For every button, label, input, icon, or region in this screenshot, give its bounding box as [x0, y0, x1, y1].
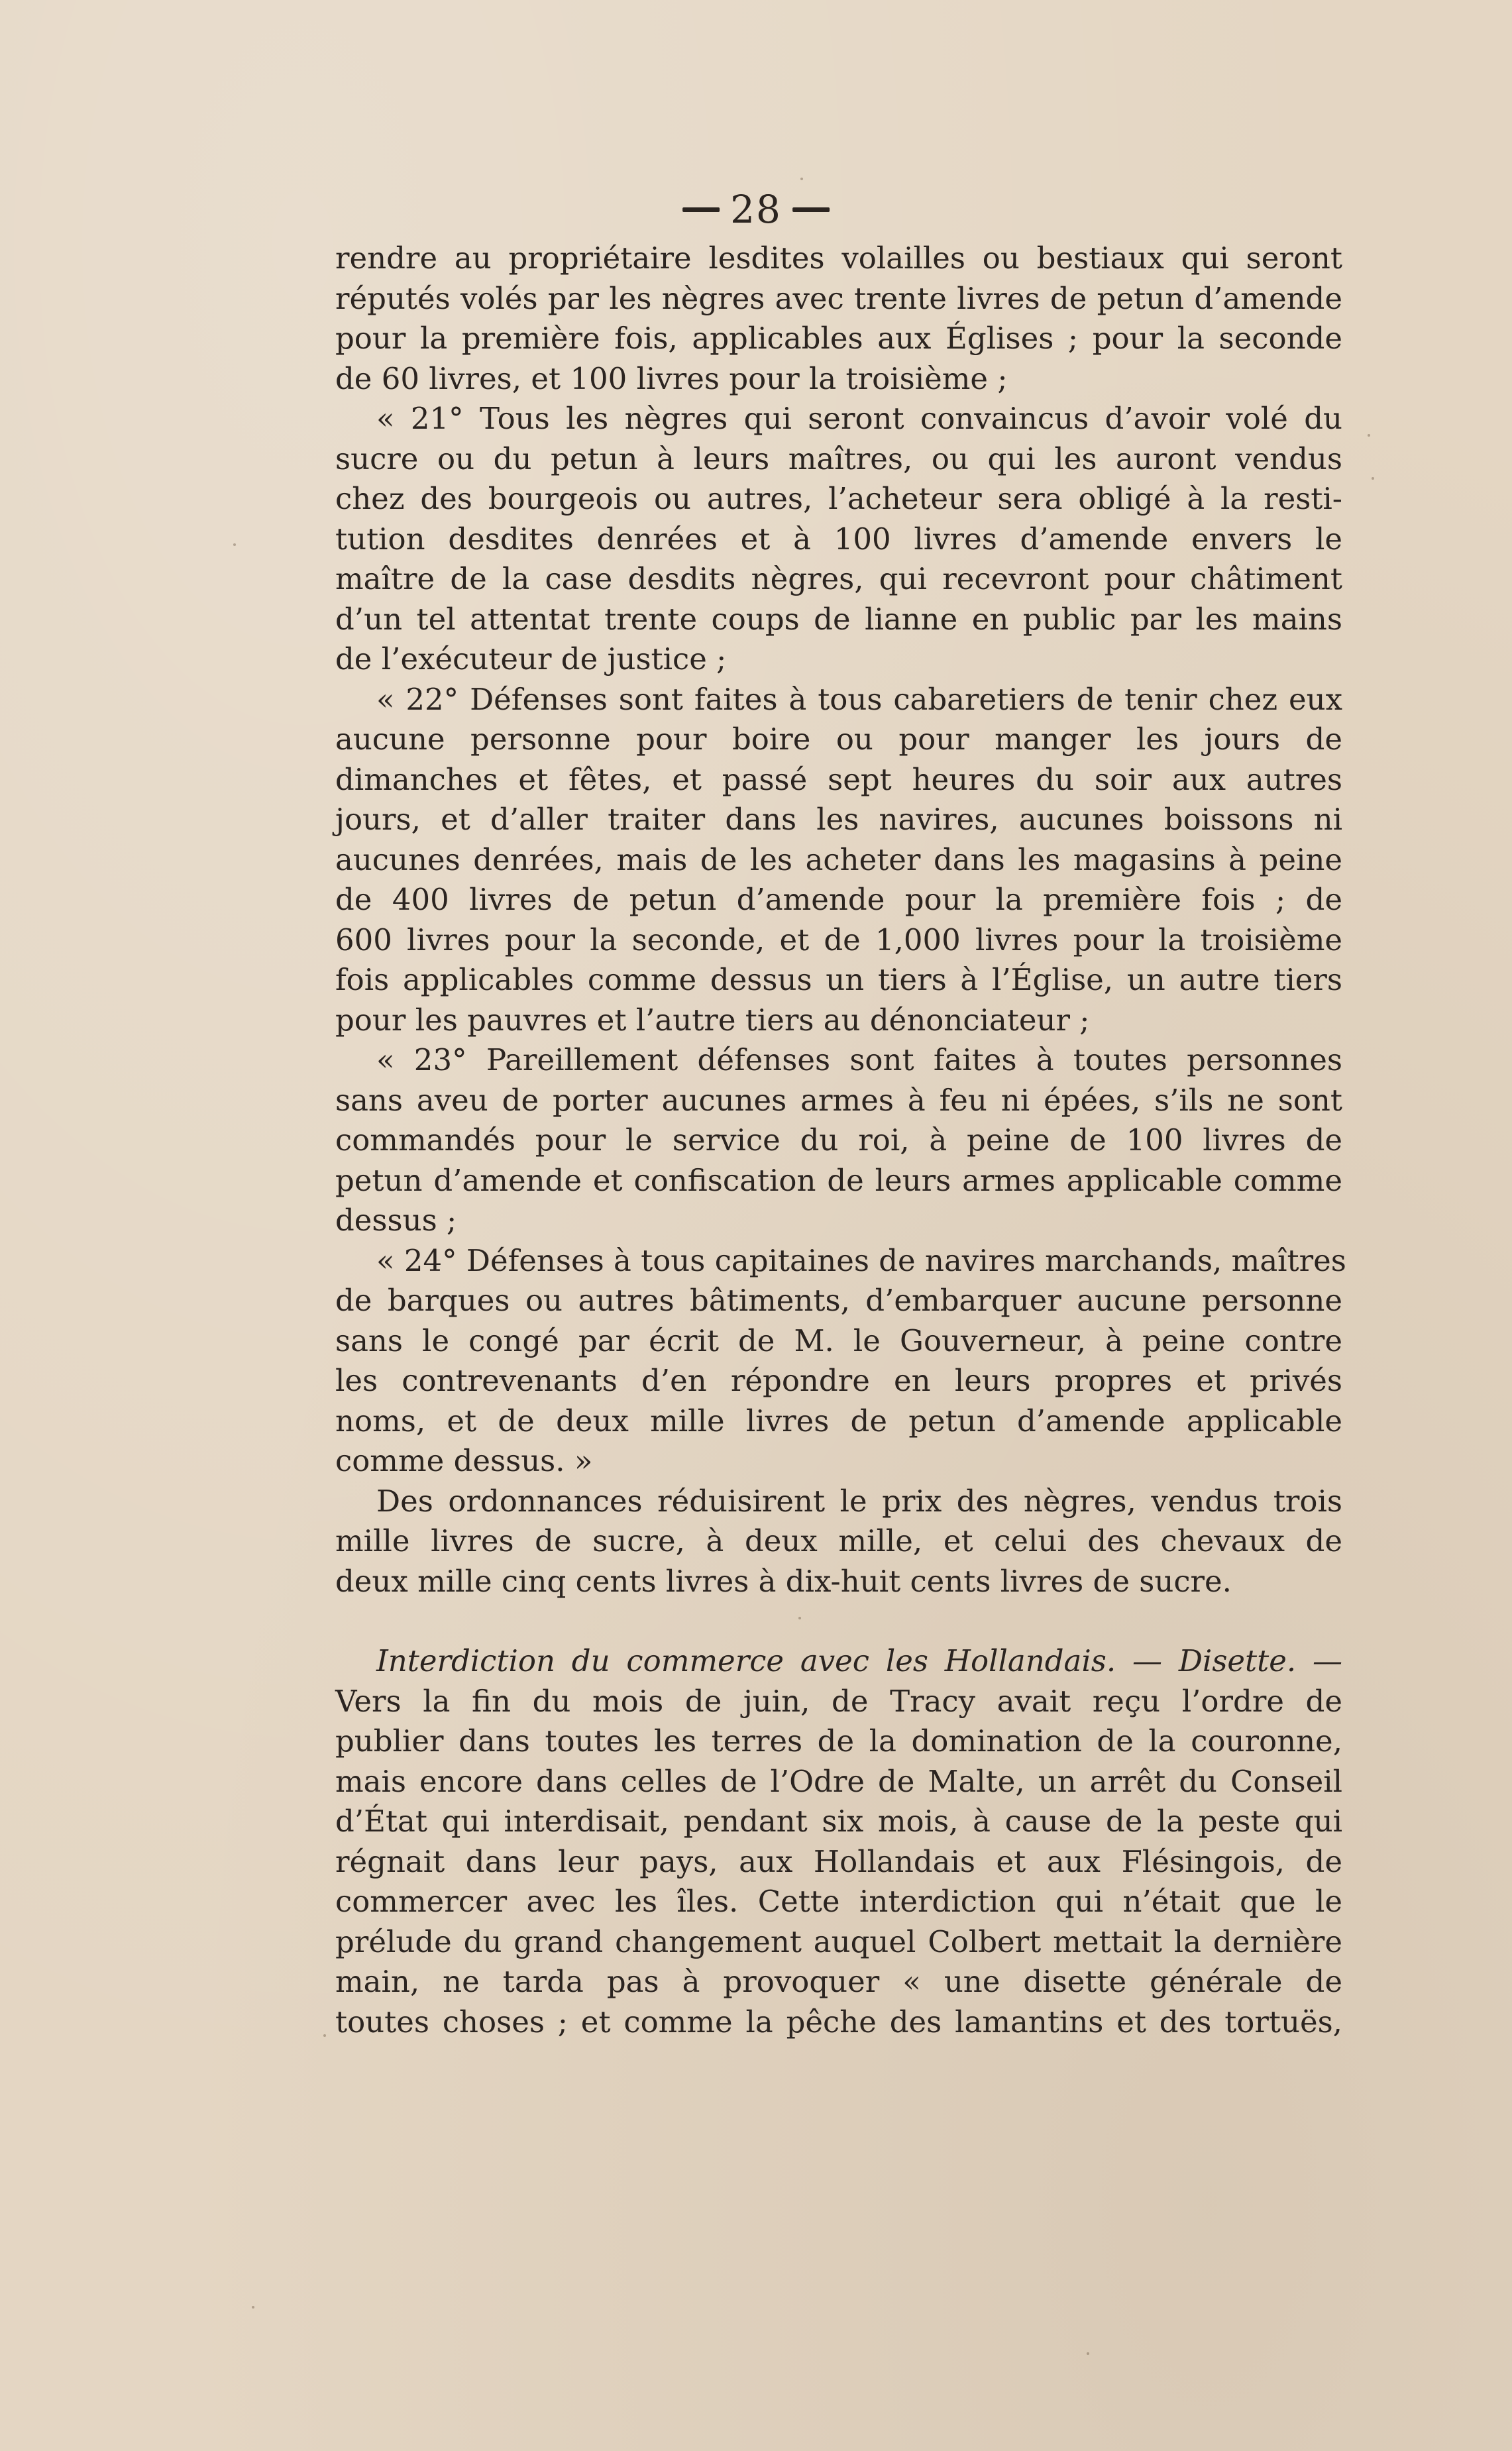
paragraph-article-23 [335, 1040, 1342, 1241]
text-line: main, ne tarda pas à provoquer « une disette générale de [335, 1964, 1342, 1999]
text-line: toutes choses ; et comme la pêche des lamantins et des tortuës, [335, 2004, 1342, 2040]
text-line: de l’exécuteur de justice ; [335, 641, 727, 677]
text-line: tution desdites denrées et à 100 livres d’amende envers le [335, 521, 1342, 557]
text-line: commandés pour le service du roi, à peine de 100 livres de [335, 1122, 1342, 1158]
text-line: pour la première fois, applicables aux Églises ; pour la seconde [335, 321, 1342, 356]
text-line: petun d’amende et confiscation de leurs armes applicable comme [335, 1162, 1342, 1198]
text-line: sans le congé par écrit de M. le Gouverneur, à peine contre [335, 1323, 1342, 1358]
paragraph-continuation [335, 239, 1342, 399]
text-line: de barques ou autres bâtiments, d’embarquer aucune personne [335, 1283, 1342, 1318]
text-line: comme dessus. » [335, 1443, 593, 1478]
paper-speck [800, 178, 803, 180]
text-line: réputés volés par les nègres avec trente livres de petun d’amende [335, 280, 1342, 316]
paragraph-article-24 [335, 1241, 1346, 1482]
text-line: 600 livres pour la seconde, et de 1,000 livres pour la troisième [335, 922, 1342, 957]
text-line: noms, et de deux mille livres de petun d’amende applicable [335, 1403, 1342, 1439]
right-dash [792, 207, 830, 212]
section-heading: Interdiction du commerce avec les Hollandais. — Disette. — [376, 1643, 1342, 1678]
page-number-header [682, 187, 830, 232]
left-dash [682, 207, 720, 212]
text-line: fois applicables comme dessus un tiers à l’Église, un autre tiers [335, 962, 1342, 997]
text-line: « 21° Tous les nègres qui seront convaincus d’avoir volé du [376, 401, 1342, 436]
text-line: « 23° Pareillement défenses sont faites à toutes personnes [376, 1042, 1342, 1077]
text-line: Des ordonnances réduisirent le prix des nègres, vendus trois [376, 1483, 1342, 1519]
text-line: de 400 livres de petun d’amende pour la première fois ; de [335, 882, 1342, 917]
text-line: dessus ; [335, 1203, 457, 1238]
text-line: régnait dans leur pays, aux Hollandais et aux Flésingois, de [335, 1843, 1342, 1879]
text-line: pour les pauvres et l’autre tiers au dénonciateur ; [335, 1002, 1090, 1038]
paper-speck [323, 2034, 326, 2037]
text-line: mille livres de sucre, à deux mille, et celui des chevaux de [335, 1523, 1342, 1558]
text-line: « 24° Défenses à tous capitaines de navires marchands, maîtres [376, 1242, 1346, 1278]
text-line: mais encore dans celles de l’Odre de Malte, un arrêt du Conseil [335, 1763, 1342, 1799]
paragraph-ordonnances [335, 1482, 1342, 1602]
text-line: d’État qui interdisait, pendant six mois, à cause de la peste qui [335, 1804, 1342, 1839]
page-number: 28 [730, 187, 782, 232]
text-line: de 60 livres, et 100 livres pour la troisième ; [335, 360, 1008, 396]
paper-speck [798, 1617, 801, 1619]
text-line: chez des bourgeois ou autres, l’acheteur sera obligé à la resti- [335, 481, 1342, 516]
text-line: commercer avec les îles. Cette interdiction qui n’était que le [335, 1884, 1342, 1919]
text-line: jours, et d’aller traiter dans les navires, aucunes boissons ni [335, 802, 1342, 837]
paper-speck [233, 543, 236, 546]
paper-speck [252, 2306, 254, 2309]
paragraph-section-interdiction [335, 1641, 1342, 2042]
text-line: prélude du grand changement auquel Colbert mettait la dernière [335, 1924, 1342, 1959]
section-spacer [335, 1602, 1342, 1641]
text-line: publier dans toutes les terres de la domination de la couronne, [335, 1723, 1342, 1759]
text-line: deux mille cinq cents livres à dix-huit cents livres de sucre. [335, 1563, 1232, 1599]
paper-speck [1372, 477, 1374, 480]
text-line: maître de la case desdits nègres, qui recevront pour châtiment [335, 561, 1342, 596]
paragraph-article-22 [335, 680, 1342, 1041]
text-line: dimanches et fêtes, et passé sept heures du soir aux autres [335, 761, 1342, 797]
text-line: aucune personne pour boire ou pour manger les jours de [335, 722, 1342, 757]
text-line: rendre au propriétaire lesdites volailles ou bestiaux qui seront [335, 241, 1342, 276]
text-line: Vers la fin du mois de juin, de Tracy avait reçu l’ordre de [335, 1683, 1342, 1719]
text-line: « 22° Défenses sont faites à tous cabaretiers de tenir chez eux [376, 681, 1342, 717]
paragraph-article-21 [335, 399, 1342, 680]
text-line: sans aveu de porter aucunes armes à feu ni épées, s’ils ne sont [335, 1082, 1342, 1118]
paper-speck [1087, 2352, 1089, 2355]
text-line: les contrevenants d’en répondre en leurs propres et privés [335, 1363, 1342, 1398]
text-line: sucre ou du petun à leurs maîtres, ou qui les auront vendus [335, 441, 1342, 476]
paper-speck [1368, 434, 1370, 437]
text-line: d’un tel attentat trente coups de lianne en public par les mains [335, 601, 1342, 637]
text-line: aucunes denrées, mais de les acheter dans les magasins à peine [335, 842, 1342, 877]
body-text [335, 239, 1346, 2042]
